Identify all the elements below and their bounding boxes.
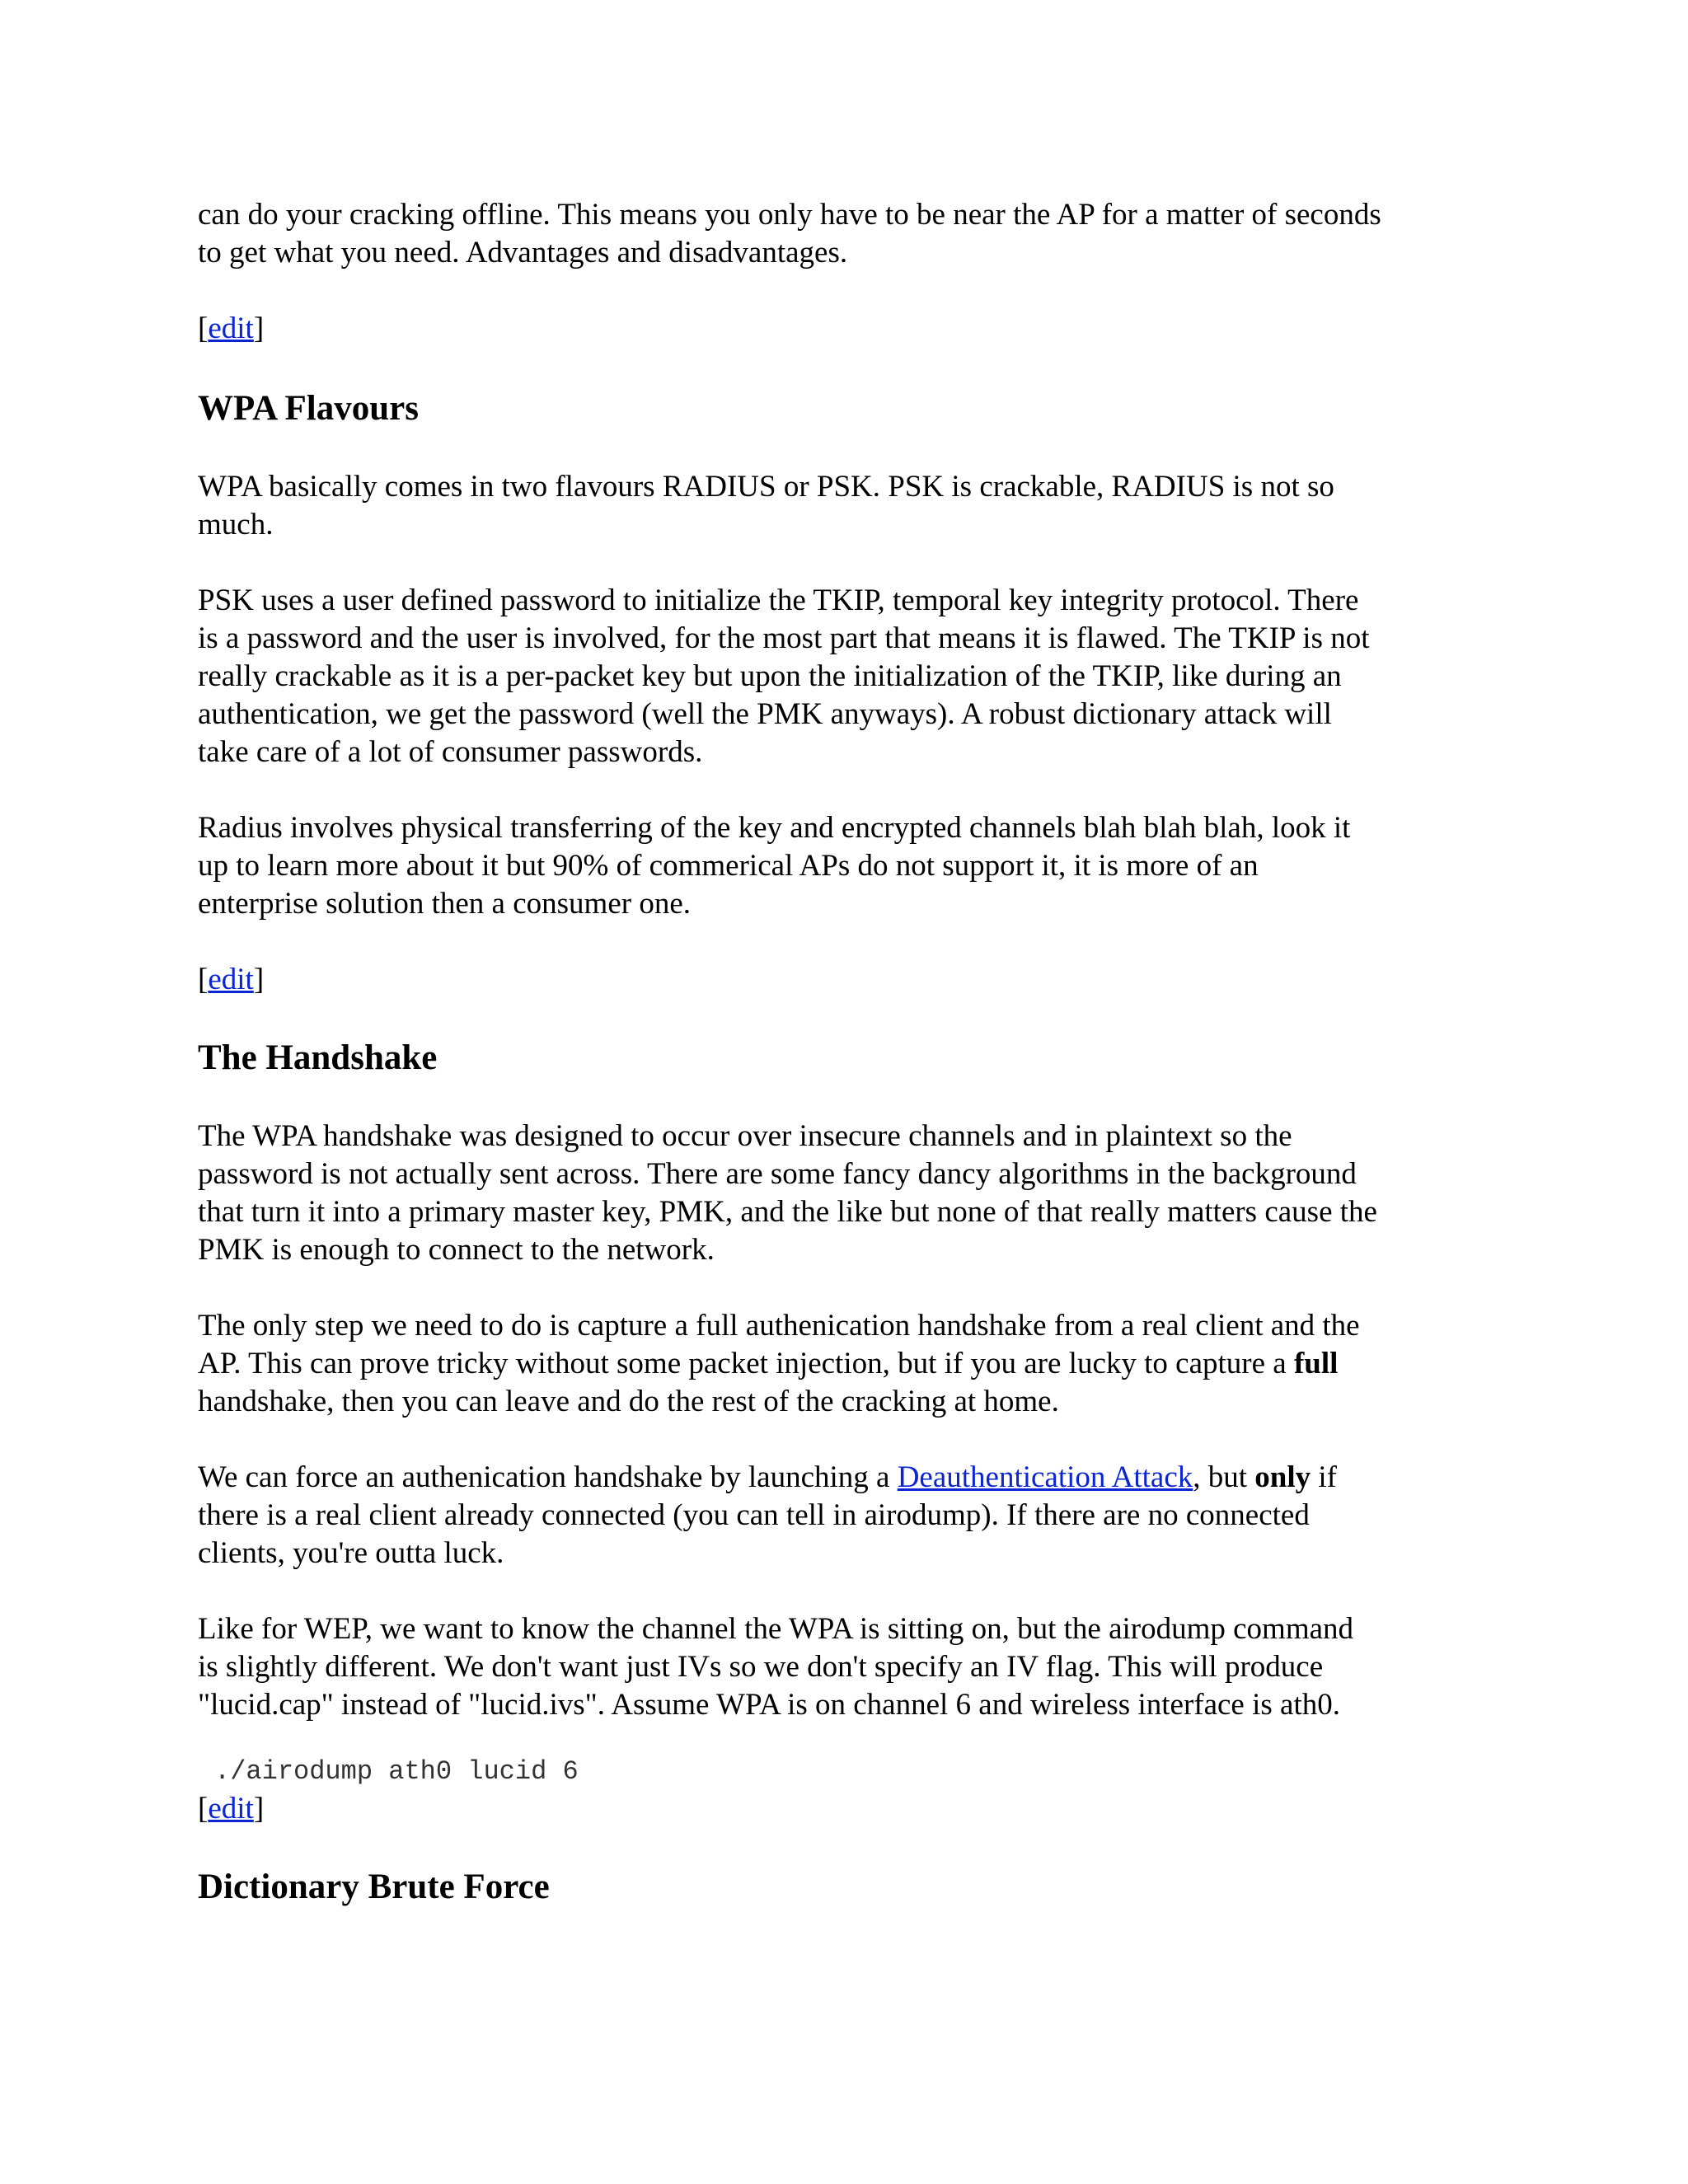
heading-dictionary-brute-force: Dictionary Brute Force [198, 1868, 550, 1906]
heading-the-handshake: The Handshake [198, 1038, 438, 1077]
text-line: clients, you're outta luck. [198, 1536, 504, 1570]
wpa-flavours-paragraph-1 [198, 468, 1492, 544]
text-line: is a password and the user is involved, for the most part that means it is flawed. The TKIP is not [198, 621, 1370, 655]
text-line: Like for WEP, we want to know the channel the WPA is sitting on, but the airodump command [198, 1612, 1354, 1646]
text-run: We can force an authenication handshake by launching a [198, 1460, 898, 1494]
deauthentication-attack-link[interactable]: Deauthentication Attack [897, 1460, 1193, 1494]
airodump-command-code: ./airodump ath0 lucid 6 [214, 1756, 579, 1787]
handshake-paragraph-2 [198, 1307, 1492, 1421]
handshake-paragraph-4 [198, 1610, 1492, 1724]
text-run: if [1311, 1460, 1338, 1494]
text-line: much. [198, 508, 274, 541]
edit-link[interactable]: edit [208, 963, 254, 996]
text-line: "lucid.cap" instead of "lucid.ivs". Assume WPA is on channel 6 and wireless interface is ath0. [198, 1688, 1340, 1722]
handshake-paragraph-1 [198, 1118, 1492, 1269]
edit-link[interactable]: edit [208, 312, 254, 345]
text-line: The WPA handshake was designed to occur over insecure channels and in plaintext so the [198, 1119, 1292, 1153]
wpa-flavours-paragraph-3 [198, 809, 1492, 923]
text-line [198, 1459, 1492, 1497]
bold-text: only [1254, 1460, 1311, 1494]
text-run: , but [1193, 1460, 1255, 1494]
text-line: take care of a lot of consumer passwords. [198, 735, 703, 769]
edit-section-link-3: [edit] [198, 1792, 265, 1825]
text-line: WPA basically comes in two flavours RADIUS or PSK. PSK is crackable, RADIUS is not so [198, 470, 1334, 504]
text-line: handshake, then you can leave and do the rest of the cracking at home. [198, 1385, 1059, 1418]
heading-wpa-flavours: WPA Flavours [198, 389, 419, 428]
edit-section-link-1: [edit] [198, 312, 265, 345]
text-line: PSK uses a user defined password to initialize the TKIP, temporal key integrity protocol. There [198, 583, 1359, 617]
text-line [198, 1345, 1492, 1383]
bold-text: full [1293, 1347, 1339, 1380]
text-line: that turn it into a primary master key, PMK, and the like but none of that really matters cause the [198, 1195, 1377, 1229]
edit-section-link-2: [edit] [198, 963, 265, 996]
text-line: authentication, we get the password (well the PMK anyways). A robust dictionary attack will [198, 697, 1332, 731]
text-line: Radius involves physical transferring of the key and encrypted channels blah blah blah, look it [198, 811, 1351, 845]
edit-link[interactable]: edit [208, 1792, 254, 1825]
text-line: up to learn more about it but 90% of commerical APs do not support it, it is more of an [198, 849, 1259, 883]
text-line: to get what you need. Advantages and disadvantages. [198, 236, 848, 269]
text-line: is slightly different. We don't want just IVs so we don't specify an IV flag. This will produce [198, 1650, 1324, 1684]
text-line: PMK is enough to connect to the network. [198, 1233, 715, 1267]
wpa-flavours-paragraph-2 [198, 582, 1492, 771]
text-line: enterprise solution then a consumer one. [198, 887, 691, 921]
text-line: password is not actually sent across. There are some fancy dancy algorithms in the background [198, 1157, 1357, 1191]
handshake-paragraph-3 [198, 1459, 1492, 1572]
text-line: can do your cracking offline. This means you only have to be near the AP for a matter of seconds [198, 198, 1381, 232]
text-line: there is a real client already connected (you can tell in airodump). If there are no connected [198, 1498, 1310, 1532]
text-line: really crackable as it is a per-packet key but upon the initialization of the TKIP, like during an [198, 659, 1342, 693]
intro-paragraph [198, 196, 1492, 272]
text-line: The only step we need to do is capture a full authenication handshake from a real client and the [198, 1309, 1360, 1343]
text-run: AP. This can prove tricky without some packet injection, but if you are lucky to capture a [198, 1347, 1294, 1380]
